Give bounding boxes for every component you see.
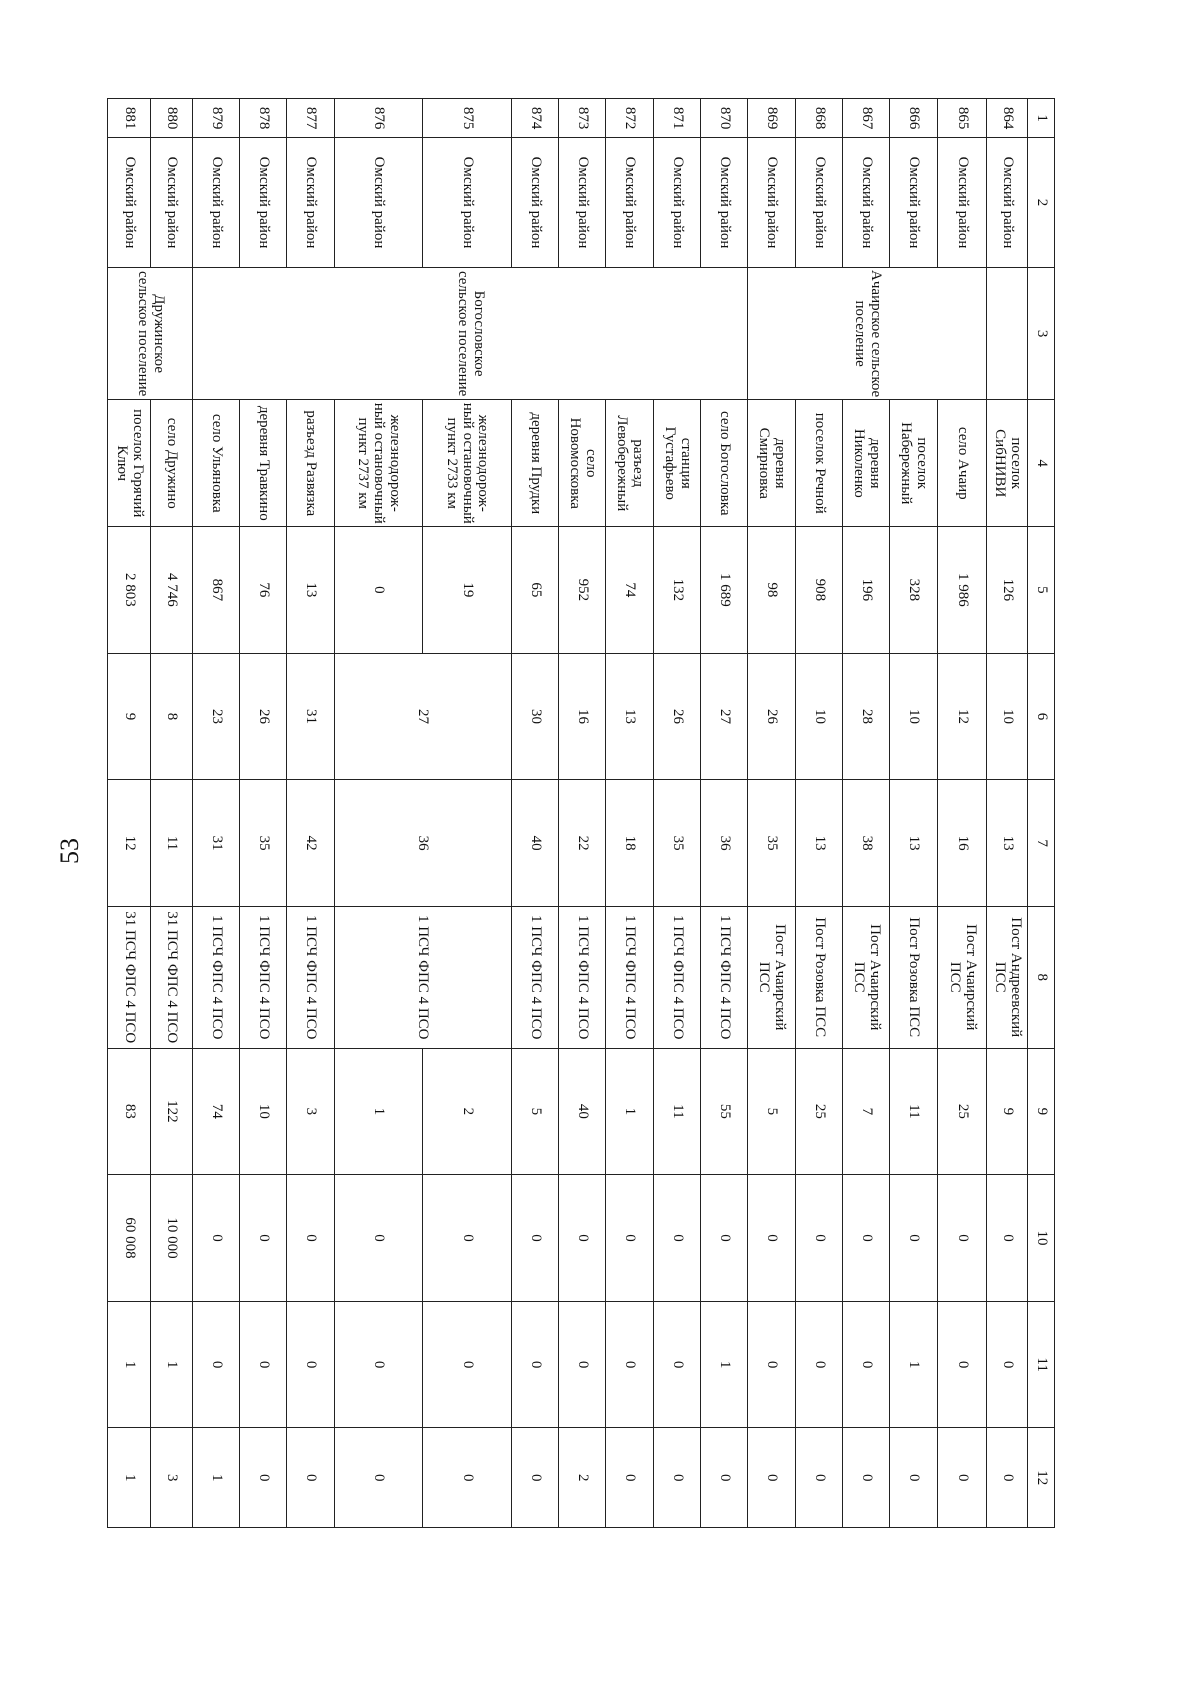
cell-col12: 0 [334, 1428, 423, 1528]
cell-number: 869 [748, 99, 795, 138]
cell-number: 873 [558, 99, 605, 138]
cell-settlement: Ачаирское сельское поселение [748, 267, 987, 400]
cell-col5: 1 689 [700, 527, 747, 654]
cell-number: 867 [842, 99, 889, 138]
cell-locality: село Новомосковка [558, 400, 605, 527]
cell-col5: 867 [192, 527, 239, 654]
cell-col5: 2 803 [108, 527, 151, 654]
cell-locality: станция Густафьево [653, 400, 700, 527]
cell-locality: село Ульяновка [192, 400, 239, 527]
cell-col11: 1 [700, 1301, 747, 1428]
cell-col7: 22 [558, 780, 605, 907]
cell-col8: 1 ПСЧ ФПС 4 ПСО [192, 906, 239, 1048]
col-header: 3 [1028, 267, 1055, 400]
cell-col11: 0 [511, 1301, 558, 1428]
cell-number: 878 [239, 99, 286, 138]
cell-col10: 60 008 [108, 1175, 151, 1302]
cell-col9: 3 [287, 1048, 334, 1175]
cell-locality: деревня Травкино [239, 400, 286, 527]
cell-locality: разъезд Левобережный [606, 400, 653, 527]
cell-col11: 1 [151, 1301, 192, 1428]
cell-col9: 7 [842, 1048, 889, 1175]
cell-locality: деревня Николенко [842, 400, 889, 527]
col-header: 7 [1028, 780, 1055, 907]
cell-col11: 0 [653, 1301, 700, 1428]
cell-col9: 5 [748, 1048, 795, 1175]
cell-col7: 35 [653, 780, 700, 907]
cell-col7: 38 [842, 780, 889, 907]
cell-col11: 0 [937, 1301, 986, 1428]
cell-col6: 27 [334, 653, 511, 780]
cell-col9: 1 [334, 1048, 423, 1175]
cell-col12: 0 [890, 1428, 937, 1528]
cell-locality: поселок Речной [795, 400, 842, 527]
table-row [151, 99, 192, 1528]
cell-col7: 40 [511, 780, 558, 907]
cell-number: 864 [987, 99, 1028, 138]
cell-district: Омский район [558, 138, 605, 268]
cell-col5: 0 [334, 527, 423, 654]
cell-col11: 0 [287, 1301, 334, 1428]
cell-number: 871 [653, 99, 700, 138]
cell-col5: 4 746 [151, 527, 192, 654]
cell-col5: 196 [842, 527, 889, 654]
cell-settlement: Дружинское сельское поселение [108, 267, 193, 400]
cell-col10: 0 [653, 1175, 700, 1302]
cell-col6: 26 [748, 653, 795, 780]
cell-district: Омский район [937, 138, 986, 268]
cell-settlement: Богословское сельское поселение [192, 267, 748, 400]
cell-district: Омский район [334, 138, 423, 268]
cell-col10: 0 [748, 1175, 795, 1302]
cell-district: Омский район [192, 138, 239, 268]
cell-col11: 0 [748, 1301, 795, 1428]
cell-col9: 122 [151, 1048, 192, 1175]
cell-locality: деревня Прудки [511, 400, 558, 527]
cell-col7: 36 [334, 780, 511, 907]
col-header: 10 [1028, 1175, 1055, 1302]
cell-col11: 0 [795, 1301, 842, 1428]
cell-col8: Пост Розовка ПСС [890, 906, 937, 1048]
cell-col8: Пост Андреевский ПСС [987, 906, 1028, 1048]
col-header: 8 [1028, 906, 1055, 1048]
cell-col9: 11 [890, 1048, 937, 1175]
cell-district: Омский район [890, 138, 937, 268]
cell-col6: 30 [511, 653, 558, 780]
cell-district: Омский район [748, 138, 795, 268]
cell-col7: 16 [937, 780, 986, 907]
cell-col10: 0 [558, 1175, 605, 1302]
cell-col10: 0 [890, 1175, 937, 1302]
cell-col12: 3 [151, 1428, 192, 1528]
cell-col12: 1 [192, 1428, 239, 1528]
cell-col8: Пост Ачаирский ПСС [748, 906, 795, 1048]
cell-col11: 0 [987, 1301, 1028, 1428]
col-header: 2 [1028, 138, 1055, 268]
cell-col12: 0 [511, 1428, 558, 1528]
cell-col6: 9 [108, 653, 151, 780]
cell-col8: 1 ПСЧ ФПС 4 ПСО [606, 906, 653, 1048]
cell-col6: 10 [890, 653, 937, 780]
col-header: 4 [1028, 400, 1055, 527]
cell-col12: 0 [606, 1428, 653, 1528]
cell-number: 870 [700, 99, 747, 138]
cell-col8: Пост Розовка ПСС [795, 906, 842, 1048]
cell-col6: 23 [192, 653, 239, 780]
cell-locality: поселок Горячий Ключ [108, 400, 151, 527]
cell-col7: 42 [287, 780, 334, 907]
cell-col12: 0 [842, 1428, 889, 1528]
cell-col9: 10 [239, 1048, 286, 1175]
cell-col6: 16 [558, 653, 605, 780]
table-row [937, 99, 986, 1528]
cell-col9: 2 [423, 1048, 512, 1175]
cell-col12: 0 [423, 1428, 512, 1528]
cell-locality: поселок Набережный [890, 400, 937, 527]
cell-col8: 1 ПСЧ ФПС 4 ПСО [653, 906, 700, 1048]
cell-number: 866 [890, 99, 937, 138]
cell-col8: 31 ПСЧ ФПС 4 ПСО [108, 906, 151, 1048]
cell-col5: 952 [558, 527, 605, 654]
cell-number: 880 [151, 99, 192, 138]
cell-col5: 1 986 [937, 527, 986, 654]
cell-district: Омский район [987, 138, 1028, 268]
cell-locality: село Ачаир [937, 400, 986, 527]
cell-col10: 0 [239, 1175, 286, 1302]
cell-col6: 27 [700, 653, 747, 780]
col-header: 9 [1028, 1048, 1055, 1175]
cell-col10: 0 [842, 1175, 889, 1302]
cell-col10: 0 [795, 1175, 842, 1302]
cell-col9: 11 [653, 1048, 700, 1175]
cell-number: 876 [334, 99, 423, 138]
cell-col12: 0 [795, 1428, 842, 1528]
cell-col6: 13 [606, 653, 653, 780]
cell-col9: 1 [606, 1048, 653, 1175]
cell-locality: деревня Смирновка [748, 400, 795, 527]
cell-col10: 0 [334, 1175, 423, 1302]
cell-number: 865 [937, 99, 986, 138]
cell-col5: 13 [287, 527, 334, 654]
cell-col9: 55 [700, 1048, 747, 1175]
cell-col12: 0 [937, 1428, 986, 1528]
cell-col7: 35 [748, 780, 795, 907]
cell-number: 881 [108, 99, 151, 138]
cell-col11: 0 [423, 1301, 512, 1428]
cell-col7: 36 [700, 780, 747, 907]
col-header: 1 [1028, 99, 1055, 138]
cell-col8: 1 ПСЧ ФПС 4 ПСО [558, 906, 605, 1048]
cell-col8: 1 ПСЧ ФПС 4 ПСО [700, 906, 747, 1048]
cell-district: Омский район [606, 138, 653, 268]
cell-district: Омский район [287, 138, 334, 268]
cell-col8: 1 ПСЧ ФПС 4 ПСО [334, 906, 511, 1048]
cell-col9: 5 [511, 1048, 558, 1175]
cell-col7: 35 [239, 780, 286, 907]
rotated-table-wrapper [107, 98, 1055, 1528]
cell-col7: 18 [606, 780, 653, 907]
table-body [108, 99, 1028, 1528]
cell-col5: 19 [423, 527, 512, 654]
cell-col8: 1 ПСЧ ФПС 4 ПСО [511, 906, 558, 1048]
cell-locality: село Дружино [151, 400, 192, 527]
cell-col12: 0 [653, 1428, 700, 1528]
cell-col10: 0 [287, 1175, 334, 1302]
cell-col8: 1 ПСЧ ФПС 4 ПСО [239, 906, 286, 1048]
column-number-row [1028, 99, 1055, 1528]
cell-col5: 65 [511, 527, 558, 654]
cell-locality: железнодорож-ный остановочный пункт 2733 км [423, 400, 512, 527]
cell-col6: 8 [151, 653, 192, 780]
cell-col11: 0 [192, 1301, 239, 1428]
cell-locality: железнодорож-ный остановочный пункт 2737 км [334, 400, 423, 527]
cell-col6: 10 [987, 653, 1028, 780]
cell-col8: Пост Ачаирский ПСС [937, 906, 986, 1048]
cell-col12: 0 [987, 1428, 1028, 1528]
page-number: 53 [55, 838, 84, 864]
cell-col7: 11 [151, 780, 192, 907]
cell-district: Омский район [795, 138, 842, 268]
table-row [987, 99, 1028, 1528]
cell-col11: 0 [606, 1301, 653, 1428]
cell-col7: 31 [192, 780, 239, 907]
cell-col10: 0 [192, 1175, 239, 1302]
cell-col9: 9 [987, 1048, 1028, 1175]
cell-district: Омский район [108, 138, 151, 268]
cell-col7: 13 [890, 780, 937, 907]
cell-col8: 1 ПСЧ ФПС 4 ПСО [287, 906, 334, 1048]
cell-col7: 13 [795, 780, 842, 907]
cell-col12: 0 [239, 1428, 286, 1528]
cell-locality: разъезд Развязка [287, 400, 334, 527]
cell-number: 872 [606, 99, 653, 138]
cell-district: Омский район [700, 138, 747, 268]
cell-number: 877 [287, 99, 334, 138]
cell-col10: 10 000 [151, 1175, 192, 1302]
col-header: 5 [1028, 527, 1055, 654]
cell-settlement [987, 267, 1028, 400]
cell-col10: 0 [511, 1175, 558, 1302]
cell-district: Омский район [423, 138, 512, 268]
cell-col5: 74 [606, 527, 653, 654]
cell-col11: 1 [108, 1301, 151, 1428]
cell-col5: 126 [987, 527, 1028, 654]
cell-col6: 26 [653, 653, 700, 780]
cell-number: 875 [423, 99, 512, 138]
cell-col11: 0 [558, 1301, 605, 1428]
cell-col12: 2 [558, 1428, 605, 1528]
cell-col6: 10 [795, 653, 842, 780]
cell-col10: 0 [423, 1175, 512, 1302]
cell-col6: 26 [239, 653, 286, 780]
cell-col6: 28 [842, 653, 889, 780]
cell-col9: 74 [192, 1048, 239, 1175]
data-table [107, 98, 1055, 1528]
cell-number: 874 [511, 99, 558, 138]
cell-col9: 25 [937, 1048, 986, 1175]
cell-col8: Пост Ачаирский ПСС [842, 906, 889, 1048]
cell-col9: 40 [558, 1048, 605, 1175]
cell-col12: 1 [108, 1428, 151, 1528]
cell-district: Омский район [151, 138, 192, 268]
cell-col12: 0 [700, 1428, 747, 1528]
table-row [700, 99, 747, 1528]
cell-col5: 328 [890, 527, 937, 654]
col-header: 12 [1028, 1428, 1055, 1528]
cell-col11: 0 [334, 1301, 423, 1428]
cell-col10: 0 [606, 1175, 653, 1302]
cell-col5: 132 [653, 527, 700, 654]
cell-col7: 12 [108, 780, 151, 907]
col-header: 11 [1028, 1301, 1055, 1428]
cell-col6: 31 [287, 653, 334, 780]
cell-col10: 0 [937, 1175, 986, 1302]
cell-district: Омский район [239, 138, 286, 268]
cell-number: 879 [192, 99, 239, 138]
cell-col5: 76 [239, 527, 286, 654]
cell-district: Омский район [511, 138, 558, 268]
cell-col11: 0 [239, 1301, 286, 1428]
cell-col10: 0 [700, 1175, 747, 1302]
cell-col11: 1 [890, 1301, 937, 1428]
cell-col5: 908 [795, 527, 842, 654]
cell-col9: 83 [108, 1048, 151, 1175]
cell-col10: 0 [987, 1175, 1028, 1302]
cell-col12: 0 [748, 1428, 795, 1528]
cell-col7: 13 [987, 780, 1028, 907]
cell-district: Омский район [842, 138, 889, 268]
cell-col6: 12 [937, 653, 986, 780]
cell-col5: 98 [748, 527, 795, 654]
cell-number: 868 [795, 99, 842, 138]
cell-district: Омский район [653, 138, 700, 268]
cell-locality: поселок СибНИВИ [987, 400, 1028, 527]
cell-col8: 31 ПСЧ ФПС 4 ПСО [151, 906, 192, 1048]
cell-col11: 0 [842, 1301, 889, 1428]
col-header: 6 [1028, 653, 1055, 780]
cell-col12: 0 [287, 1428, 334, 1528]
cell-col9: 25 [795, 1048, 842, 1175]
cell-locality: село Богословка [700, 400, 747, 527]
